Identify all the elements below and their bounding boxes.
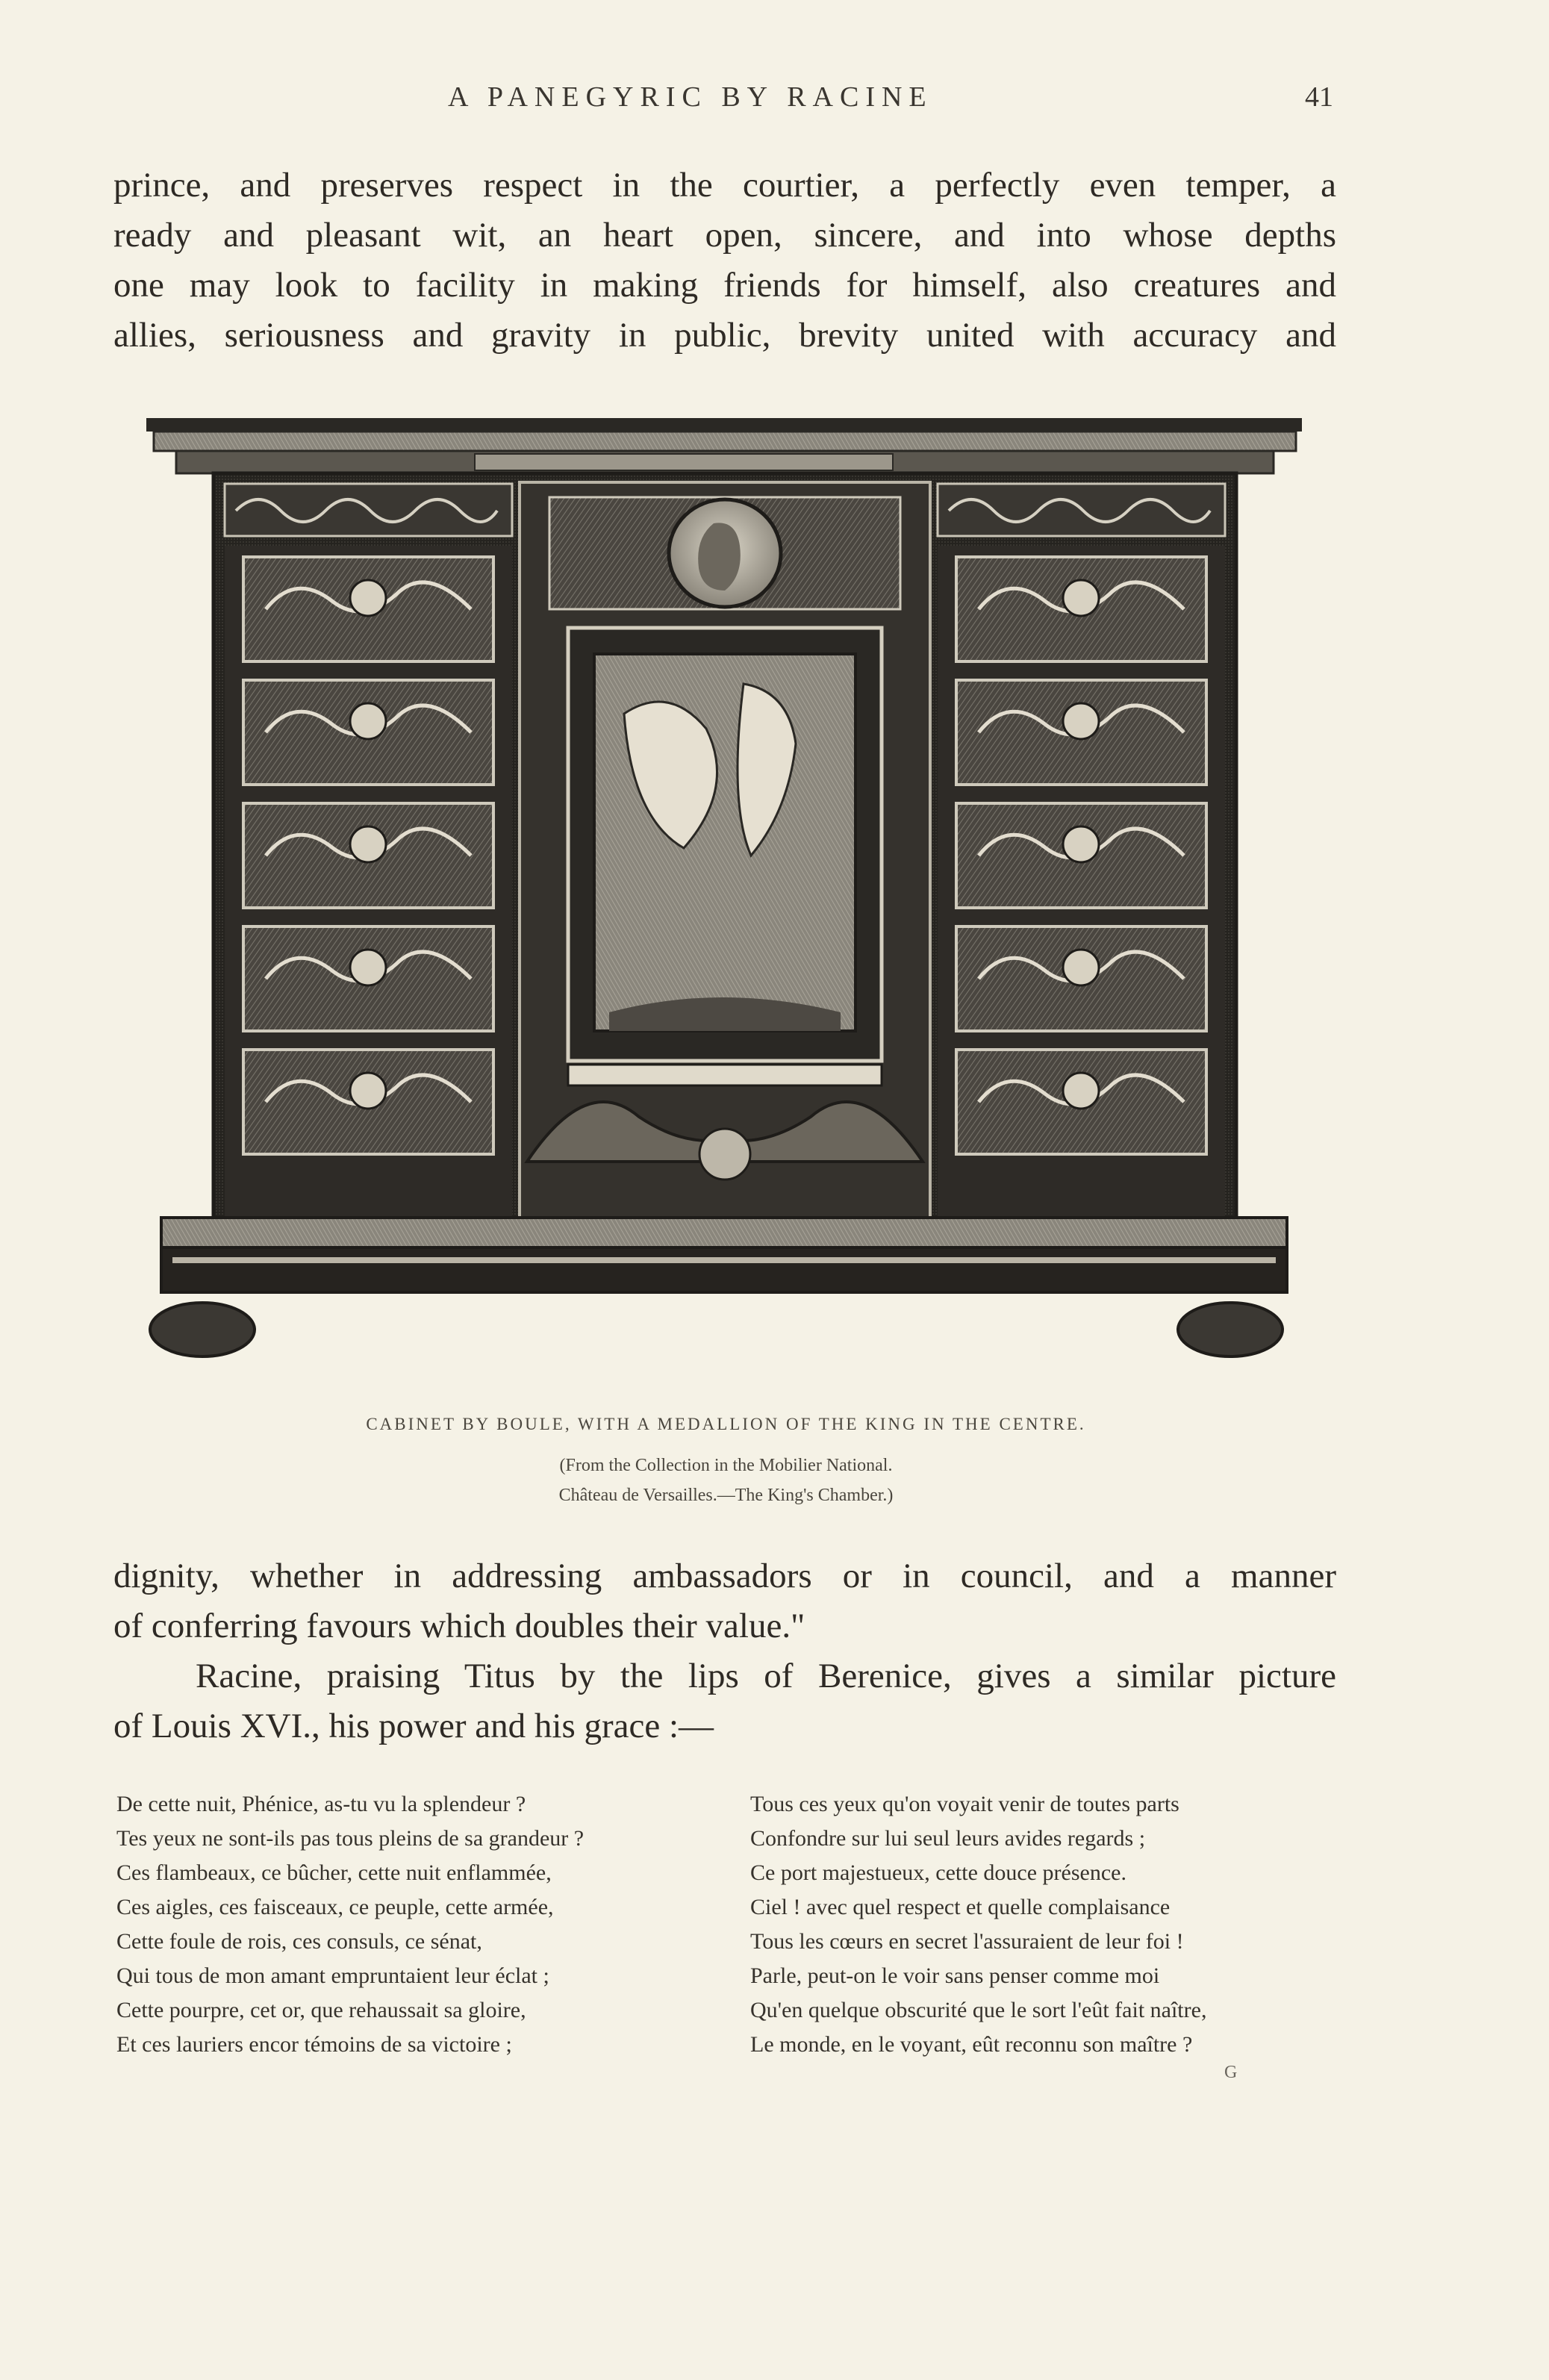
left-drawers [225,546,512,1218]
verse-line: Ces aigles, ces faisceaux, ce peuple, cette armée, [116,1895,554,1919]
verse-line: Ces flambeaux, ce bûcher, cette nuit enflammée, [116,1860,552,1885]
verse-line: Qu'en quelque obscurité que le sort l'eût fait naître, [750,1998,1207,2022]
text-line: dignity, whether in addressing ambassadors or in council, and a manner [113,1557,1336,1595]
foot-left [150,1303,255,1356]
paragraph-top [113,161,1336,361]
text-line: of conferring favours which doubles their value." [113,1607,805,1645]
verse-column-left [116,1787,584,2062]
figure-source-line: (From the Collection in the Mobilier National. [559,1456,893,1475]
text-line: prince, and preserves respect in the courtier, a perfectly even temper, a [113,166,1336,205]
verse-line: Ciel ! avec quel respect et quelle complaisance [750,1895,1171,1919]
verse-line: Parle, peut-on le voir sans penser comme moi [750,1963,1160,1988]
verse-line: Confondre sur lui seul leurs avides regards ; [750,1826,1146,1851]
text-line: allies, seriousness and gravity in public, brevity united with accuracy and [113,316,1336,355]
foot-right [1178,1303,1282,1356]
cornice-top [146,418,1302,432]
text-line: of Louis XVI., his power and his grace :— [113,1707,714,1745]
verse-line: Tous les cœurs en secret l'assuraient de leur foi ! [750,1929,1184,1954]
verse-line: Tous ces yeux qu'on voyait venir de toutes parts [750,1792,1179,1816]
verse-line: Qui tous de mon amant empruntaient leur éclat ; [116,1963,549,1988]
plinth [161,1218,1287,1247]
cornice-band [154,432,1296,451]
running-head [0,81,1549,118]
figure-source-line: Château de Versailles.—The King's Chamber.) [558,1486,894,1505]
right-drawers [938,546,1225,1218]
verse-line: Cette foule de rois, ces consuls, ce sénat, [116,1929,482,1954]
verse-column-right [750,1787,1206,2062]
text-line: Racine, praising Titus by the lips of Berenice, gives a similar picture [196,1657,1336,1695]
text-line: ready and pleasant wit, an heart open, sincere, and into whose depths [113,216,1336,255]
verse-line: Et ces lauriers encor témoins de sa victoire ; [116,2032,512,2057]
verse-line: Tes yeux ne sont-ils pas tous pleins de sa grandeur ? [116,1826,585,1851]
cabinet-engraving [146,415,1302,1386]
figure-caption: CABINET BY BOULE, WITH A MEDALLION OF THE KING IN THE CENTRE. [366,1415,1086,1433]
signature-mark: G [1224,2063,1238,2082]
running-title: A PANEGYRIC BY RACINE [448,81,933,113]
verse-line: De cette nuit, Phénice, as-tu vu la splendeur ? [116,1792,526,1816]
verse-line: Cette pourpre, cet or, que rehaussait sa gloire, [116,1998,526,2022]
verse-line: Ce port majestueux, cette douce présence. [750,1860,1126,1885]
verse-line: Le monde, en le voyant, eût reconnu son maître ? [750,2032,1193,2057]
page-number: 41 [1305,81,1333,113]
paragraph-bottom [113,1551,1336,1751]
text-line: one may look to facility in making friends for himself, also creatures and [113,266,1336,305]
